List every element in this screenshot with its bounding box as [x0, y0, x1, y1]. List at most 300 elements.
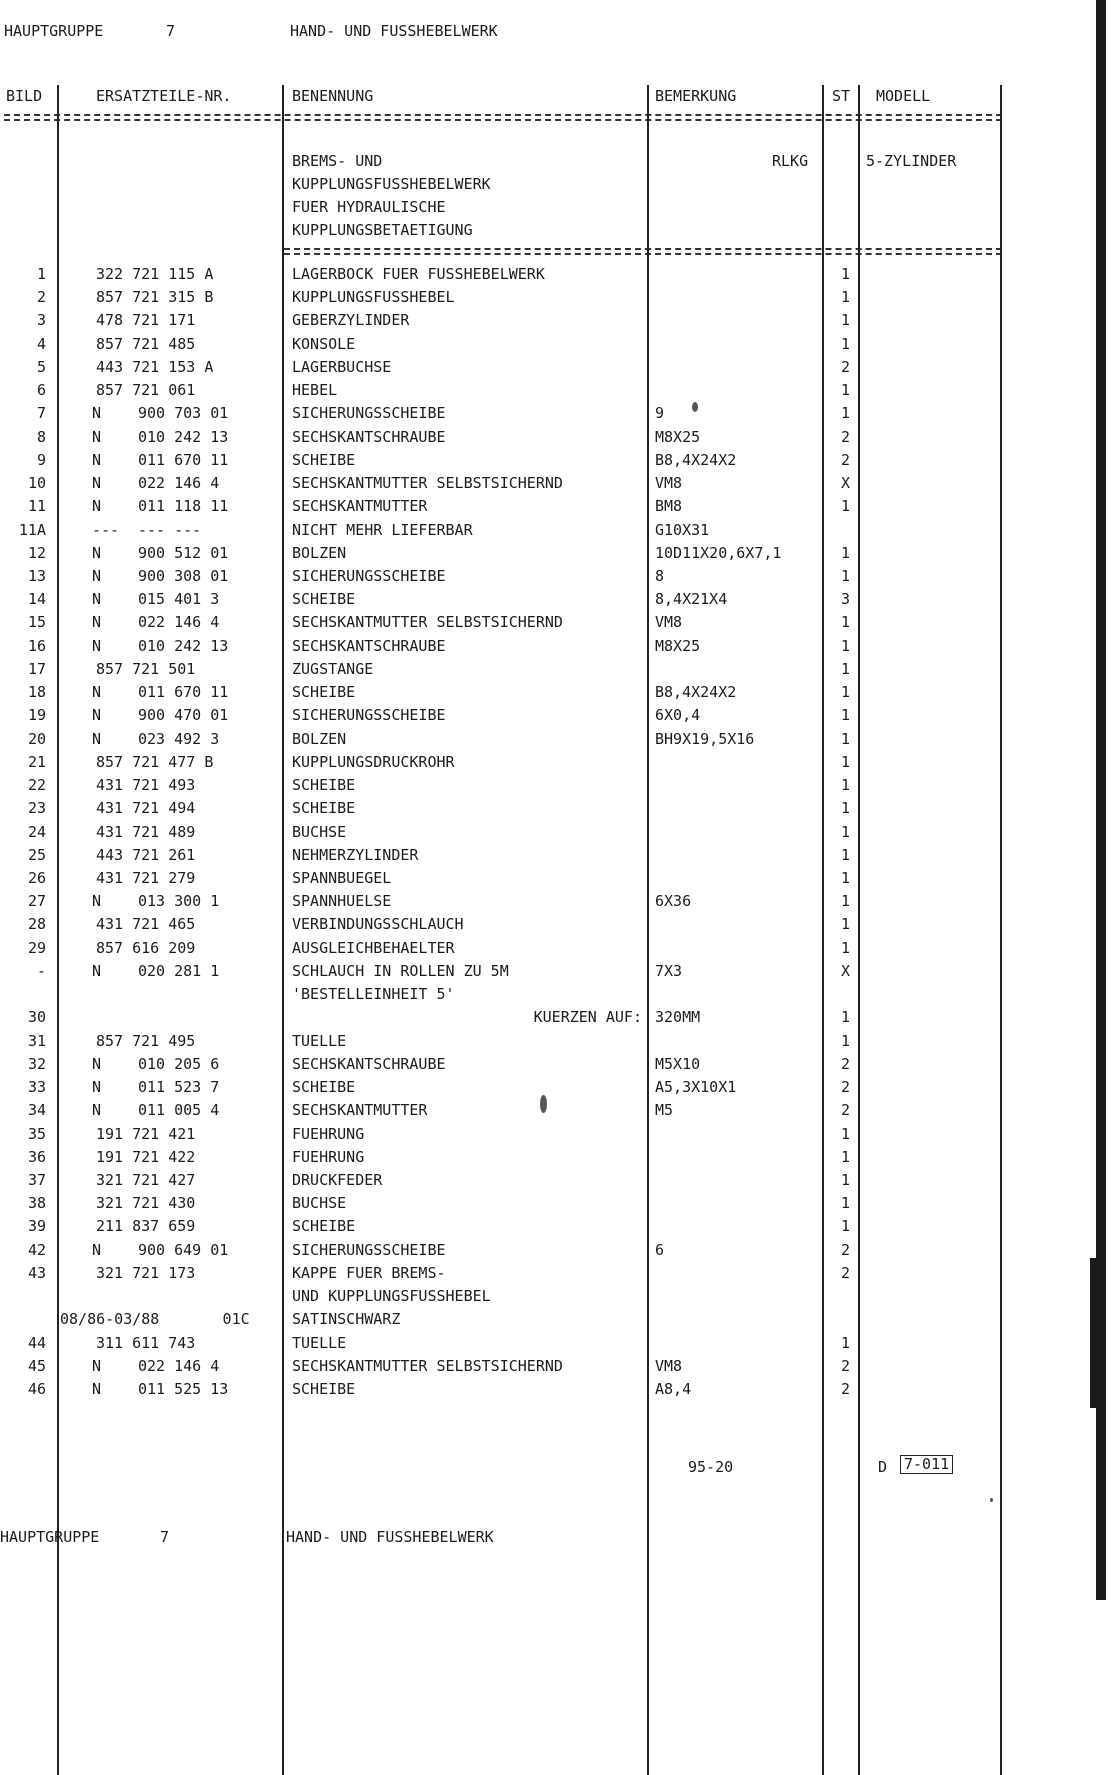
group-label: HAUPTGRUPPE [4, 22, 104, 40]
name-cell: SICHERUNGSSCHEIBE [292, 566, 446, 585]
remark-cell: B8,4X24X2 [655, 450, 737, 469]
section-title-4: KUPPLUNGSBETAETIGUNG [292, 221, 473, 239]
bild-cell: 3 [36, 311, 46, 330]
bild-cell: 21 [27, 752, 46, 771]
bild-cell: 27 [27, 892, 46, 911]
part-number-cell: 010 242 13 [138, 427, 229, 446]
table-row [0, 1169, 1090, 1192]
table-row [0, 658, 1090, 681]
n-flag-cell: N [92, 427, 102, 446]
table-row [0, 1308, 1090, 1331]
part-number-cell: 478 721 171 [96, 311, 196, 330]
quantity-cell: 1 [840, 1031, 850, 1050]
n-flag-cell: N [92, 543, 102, 562]
table-row [0, 867, 1090, 890]
part-number-cell: 857 616 209 [96, 938, 196, 957]
col-header-modell: MODELL [876, 87, 931, 105]
name-cell: SECHSKANTMUTTER [292, 1101, 428, 1120]
table-row [0, 1378, 1090, 1401]
name-cell: SICHERUNGSSCHEIBE [292, 1240, 446, 1259]
quantity-cell: 2 [840, 1356, 850, 1375]
quantity-cell: 1 [840, 868, 850, 887]
table-row [0, 449, 1090, 472]
bild-cell: 6 [36, 381, 46, 400]
remark-cell: VM8 [655, 474, 683, 493]
name-cell: SCHEIBE [292, 590, 356, 609]
part-number-cell: 431 721 279 [96, 868, 196, 887]
name-cell: HEBEL [292, 381, 338, 400]
bild-cell: 11 [27, 497, 46, 516]
bild-cell: 46 [27, 1380, 46, 1399]
quantity-cell: 2 [840, 1240, 850, 1259]
table-row [0, 1332, 1090, 1355]
n-flag-cell: N [92, 706, 102, 725]
n-flag-cell: N [92, 636, 102, 655]
name-cell: SPANNBUEGEL [292, 868, 392, 887]
name-cell: SECHSKANTSCHRAUBE [292, 1054, 446, 1073]
part-number-cell: 431 721 489 [96, 822, 196, 841]
part-number-cell: 443 721 261 [96, 845, 196, 864]
n-flag-cell: N [92, 474, 102, 493]
part-number-cell: 857 721 061 [96, 381, 196, 400]
part-number-cell: 321 721 427 [96, 1170, 196, 1189]
quantity-cell: 1 [840, 915, 850, 934]
table-row [0, 728, 1090, 751]
table-row [0, 333, 1090, 356]
part-number-cell: 011 523 7 [138, 1078, 220, 1097]
table-row [0, 890, 1090, 913]
part-number-cell: 013 300 1 [138, 892, 220, 911]
part-number-cell: 857 721 485 [96, 334, 196, 353]
part-number-cell: 857 721 477 B [96, 752, 214, 771]
part-number-cell: 431 721 465 [96, 915, 196, 934]
section-remark: RLKG [772, 152, 809, 170]
bild-cell: 20 [27, 729, 46, 748]
part-number-cell: 443 721 153 A [96, 357, 214, 376]
table-row [0, 519, 1090, 542]
remark-cell: VM8 [655, 1356, 683, 1375]
table-row [0, 286, 1090, 309]
section-title-3: FUER HYDRAULISCHE [292, 198, 446, 216]
table-row [0, 542, 1090, 565]
n-flag-cell: N [92, 497, 102, 516]
table-row [0, 356, 1090, 379]
name-cell: KUERZEN AUF: [533, 1008, 642, 1027]
table-row [0, 263, 1090, 286]
section-title-2: KUPPLUNGSFUSSHEBELWERK [292, 175, 491, 193]
quantity-cell: 2 [840, 357, 850, 376]
part-number-cell: 321 721 173 [96, 1263, 196, 1282]
quantity-cell: 1 [840, 1124, 850, 1143]
name-cell: SECHSKANTMUTTER SELBSTSICHERND [292, 613, 563, 632]
remark-cell: M5X10 [655, 1054, 701, 1073]
part-number-cell: 900 649 01 [138, 1240, 229, 1259]
bild-cell: 16 [27, 636, 46, 655]
table-row [0, 495, 1090, 518]
remark-cell: 10D11X20,6X7,1 [655, 543, 782, 562]
bottom-group-title: HAND- UND FUSSHEBELWERK [286, 1528, 494, 1546]
n-flag-cell: N [92, 1240, 102, 1259]
name-cell: 'BESTELLEINHEIT 5' [292, 985, 455, 1004]
bild-cell: 26 [27, 868, 46, 887]
table-row [0, 844, 1090, 867]
quantity-cell: 1 [840, 265, 850, 283]
bild-cell: 14 [27, 590, 46, 609]
n-flag-cell: N [92, 566, 102, 585]
remark-cell: 8,4X21X4 [655, 590, 728, 609]
part-number-cell: 191 721 421 [96, 1124, 196, 1143]
part-number-cell: 857 721 501 [96, 659, 196, 678]
n-flag-cell: N [92, 590, 102, 609]
quantity-cell: 1 [840, 776, 850, 795]
quantity-cell: 1 [840, 938, 850, 957]
table-row [0, 635, 1090, 658]
footer-letter: D [878, 1458, 888, 1476]
bild-cell: 32 [27, 1054, 46, 1073]
part-number-cell: 011 670 11 [138, 683, 229, 702]
remark-cell: 6X0,4 [655, 706, 701, 725]
table-row [0, 1262, 1090, 1285]
bild-cell: - [36, 961, 46, 980]
name-cell: SPANNHUELSE [292, 892, 392, 911]
name-cell: SCHEIBE [292, 799, 356, 818]
remark-cell: A8,4 [655, 1380, 692, 1399]
bild-cell: 39 [27, 1217, 46, 1236]
part-number-cell: 010 205 6 [138, 1054, 220, 1073]
col-header-teilnr: ERSATZTEILE-NR. [96, 87, 232, 105]
section-title-1: BREMS- UND [292, 152, 383, 170]
name-cell: NEHMERZYLINDER [292, 845, 419, 864]
name-cell: SECHSKANTMUTTER SELBSTSICHERND [292, 474, 563, 493]
col-header-bild: BILD [6, 87, 43, 105]
table-row [0, 1215, 1090, 1238]
name-cell: AUSGLEICHBEHAELTER [292, 938, 455, 957]
quantity-cell: 2 [840, 1263, 850, 1282]
col-header-st: ST [832, 87, 851, 105]
quantity-cell: 2 [840, 1078, 850, 1097]
part-number-cell: 900 308 01 [138, 566, 229, 585]
part-number-cell: 011 525 13 [138, 1380, 229, 1399]
bild-cell: 44 [27, 1333, 46, 1352]
quantity-cell: 1 [840, 1008, 850, 1027]
quantity-cell: 1 [840, 1170, 850, 1189]
part-number-cell: 900 703 01 [138, 404, 229, 423]
quantity-cell: 1 [840, 1147, 850, 1166]
quantity-cell: 1 [840, 683, 850, 702]
name-cell: BOLZEN [292, 729, 347, 748]
table-row [0, 1285, 1090, 1308]
quantity-cell: 1 [840, 381, 850, 400]
name-cell: SCHEIBE [292, 450, 356, 469]
bild-cell: 29 [27, 938, 46, 957]
scan-speck [990, 1498, 993, 1502]
table-row [0, 681, 1090, 704]
table-row [0, 983, 1090, 1006]
quantity-cell: 1 [840, 334, 850, 353]
table-row [0, 1239, 1090, 1262]
bild-cell: 11A [18, 520, 46, 539]
remark-cell: 7X3 [655, 961, 683, 980]
name-cell: BOLZEN [292, 543, 347, 562]
name-cell: SCHEIBE [292, 1078, 356, 1097]
bild-cell: 4 [36, 334, 46, 353]
bild-cell: 22 [27, 776, 46, 795]
name-cell: SICHERUNGSSCHEIBE [292, 706, 446, 725]
part-number-cell: 022 146 4 [138, 474, 220, 493]
n-flag-cell: N [92, 1078, 102, 1097]
remark-cell: 6X36 [655, 892, 692, 911]
table-row [0, 565, 1090, 588]
n-flag-cell: --- [92, 520, 120, 539]
remark-cell: 8 [655, 566, 665, 585]
part-number-cell: 857 721 315 B [96, 288, 214, 307]
part-number-cell: 191 721 422 [96, 1147, 196, 1166]
bottom-group-label: HAUPTGRUPPE [0, 1528, 100, 1546]
name-cell: SECHSKANTMUTTER SELBSTSICHERND [292, 1356, 563, 1375]
bild-cell: 43 [27, 1263, 46, 1282]
table-row [0, 1123, 1090, 1146]
quantity-cell: 2 [840, 450, 850, 469]
remark-cell: 9 [655, 404, 665, 423]
name-cell: VERBINDUNGSSCHLAUCH [292, 915, 464, 934]
name-cell: SCHEIBE [292, 776, 356, 795]
part-number-cell: 011 118 11 [138, 497, 229, 516]
part-number-cell: 857 721 495 [96, 1031, 196, 1050]
part-number-cell: 311 611 743 [96, 1333, 196, 1352]
quantity-cell: 2 [840, 1380, 850, 1399]
section-separator [284, 248, 1002, 250]
n-flag-cell: N [92, 729, 102, 748]
scan-speck [692, 402, 698, 412]
table-row [0, 402, 1090, 425]
section-separator-2 [284, 253, 1002, 255]
bild-cell: 28 [27, 915, 46, 934]
table-row [0, 309, 1090, 332]
quantity-cell: 1 [840, 799, 850, 818]
table-row [0, 704, 1090, 727]
quantity-cell: 1 [840, 566, 850, 585]
scan-speck [540, 1095, 547, 1113]
bild-cell: 38 [27, 1194, 46, 1213]
part-number-cell: 900 512 01 [138, 543, 229, 562]
quantity-cell: 1 [840, 1194, 850, 1213]
bild-cell: 2 [36, 288, 46, 307]
table-row [0, 1355, 1090, 1378]
n-flag-cell: N [92, 1356, 102, 1375]
col-header-benennung: BENENNUNG [292, 87, 374, 105]
bild-cell: 5 [36, 357, 46, 376]
bild-cell: 30 [27, 1008, 46, 1027]
bild-cell: 13 [27, 566, 46, 585]
name-cell: LAGERBUCHSE [292, 357, 392, 376]
part-number-cell: 022 146 4 [138, 1356, 220, 1375]
name-cell: SCHEIBE [292, 683, 356, 702]
name-cell: BUCHSE [292, 822, 347, 841]
part-number-cell: 900 470 01 [138, 706, 229, 725]
bild-cell: 35 [27, 1124, 46, 1143]
n-flag-cell: N [92, 1054, 102, 1073]
bild-cell: 24 [27, 822, 46, 841]
part-number-cell: 011 670 11 [138, 450, 229, 469]
name-cell: DRUCKFEDER [292, 1170, 383, 1189]
table-row [0, 611, 1090, 634]
bild-cell: 7 [36, 404, 46, 423]
remark-cell: 6 [655, 1240, 665, 1259]
name-cell: SECHSKANTMUTTER [292, 497, 428, 516]
quantity-cell: 1 [840, 636, 850, 655]
name-cell: BUCHSE [292, 1194, 347, 1213]
part-number-cell: --- --- [138, 520, 202, 539]
n-flag-cell: N [92, 1101, 102, 1120]
bild-cell: 23 [27, 799, 46, 818]
name-cell: KAPPE FUER BREMS- [292, 1263, 446, 1282]
part-number-cell: 322 721 115 A [96, 265, 214, 283]
part-number-cell: 022 146 4 [138, 613, 220, 632]
n-flag-cell: N [92, 450, 102, 469]
bild-cell: 34 [27, 1101, 46, 1120]
bild-cell: 12 [27, 543, 46, 562]
group-title: HAND- UND FUSSHEBELWERK [290, 22, 498, 40]
name-cell: SECHSKANTSCHRAUBE [292, 636, 446, 655]
remark-cell: G10X31 [655, 520, 710, 539]
quantity-cell: 1 [840, 892, 850, 911]
part-number-cell: 015 401 3 [138, 590, 220, 609]
quantity-cell: 2 [840, 427, 850, 446]
table-row [0, 913, 1090, 936]
section-model: 5-ZYLINDER [866, 152, 957, 170]
remark-cell: M8X25 [655, 636, 701, 655]
table-row [0, 937, 1090, 960]
remark-cell: B8,4X24X2 [655, 683, 737, 702]
table-row [0, 472, 1090, 495]
name-cell: TUELLE [292, 1333, 347, 1352]
bild-cell: 25 [27, 845, 46, 864]
n-flag-cell: N [92, 613, 102, 632]
table-row [0, 379, 1090, 402]
bild-cell: 1 [36, 265, 46, 283]
quantity-cell: 1 [840, 404, 850, 423]
table-row [0, 774, 1090, 797]
group-number: 7 [166, 22, 176, 40]
col-header-bemerkung: BEMERKUNG [655, 87, 737, 105]
table-row [0, 797, 1090, 820]
name-cell: KONSOLE [292, 334, 356, 353]
bild-cell: 8 [36, 427, 46, 446]
quantity-cell: 1 [840, 752, 850, 771]
table-row [0, 821, 1090, 844]
table-row [0, 1192, 1090, 1215]
remark-cell: 320MM [655, 1008, 701, 1027]
quantity-cell: 1 [840, 1217, 850, 1236]
name-cell: KUPPLUNGSDRUCKROHR [292, 752, 455, 771]
quantity-cell: 1 [840, 543, 850, 562]
quantity-cell: 1 [840, 706, 850, 725]
quantity-cell: 1 [840, 288, 850, 307]
header-separator-2 [4, 119, 1002, 121]
bild-cell: 37 [27, 1170, 46, 1189]
scan-edge-mark [1090, 1258, 1098, 1408]
bild-cell: 19 [27, 706, 46, 725]
quantity-cell: 1 [840, 1333, 850, 1352]
name-cell: SATINSCHWARZ [292, 1310, 401, 1329]
footer-page-code: 7-011 [900, 1455, 953, 1474]
footer-date-code: 95-20 [688, 1458, 734, 1476]
quantity-cell: 2 [840, 1054, 850, 1073]
header-separator [4, 114, 1002, 116]
n-flag-cell: N [92, 892, 102, 911]
quantity-cell: 3 [840, 590, 850, 609]
part-number-cell: 431 721 493 [96, 776, 196, 795]
bild-cell: 33 [27, 1078, 46, 1097]
bild-cell: 10 [27, 474, 46, 493]
quantity-cell: 1 [840, 497, 850, 516]
quantity-cell: 1 [840, 822, 850, 841]
n-flag-cell: N [92, 1380, 102, 1399]
name-cell: ZUGSTANGE [292, 659, 374, 678]
bild-cell: 42 [27, 1240, 46, 1259]
name-cell: UND KUPPLUNGSFUSSHEBEL [292, 1287, 491, 1306]
table-row [0, 1030, 1090, 1053]
bild-cell: 36 [27, 1147, 46, 1166]
remark-cell: A5,3X10X1 [655, 1078, 737, 1097]
name-cell: SECHSKANTSCHRAUBE [292, 427, 446, 446]
part-number-cell: 020 281 1 [138, 961, 220, 980]
bild-cell: 45 [27, 1356, 46, 1375]
part-number-cell: 211 837 659 [96, 1217, 196, 1236]
part-number-cell: 010 242 13 [138, 636, 229, 655]
bild-cell: 17 [27, 659, 46, 678]
name-cell: SCHLAUCH IN ROLLEN ZU 5M [292, 961, 509, 980]
part-number-cell: 431 721 494 [96, 799, 196, 818]
n-flag-cell: N [92, 404, 102, 423]
name-cell: KUPPLUNGSFUSSHEBEL [292, 288, 455, 307]
name-cell: FUEHRUNG [292, 1124, 365, 1143]
name-cell: TUELLE [292, 1031, 347, 1050]
name-cell: SCHEIBE [292, 1217, 356, 1236]
table-row [0, 426, 1090, 449]
quantity-cell: X [840, 961, 850, 980]
remark-cell: BM8 [655, 497, 683, 516]
table-row [0, 1146, 1090, 1169]
bild-cell: 18 [27, 683, 46, 702]
name-cell: NICHT MEHR LIEFERBAR [292, 520, 473, 539]
n-flag-cell: N [92, 683, 102, 702]
quantity-cell: X [840, 474, 850, 493]
bild-cell: 31 [27, 1031, 46, 1050]
remark-cell: M8X25 [655, 427, 701, 446]
remark-cell: M5 [655, 1101, 674, 1120]
bottom-group-number: 7 [160, 1528, 170, 1546]
part-number-cell: 011 005 4 [138, 1101, 220, 1120]
bild-cell: 15 [27, 613, 46, 632]
table-row [0, 1053, 1090, 1076]
table-row [0, 588, 1090, 611]
name-cell: SCHEIBE [292, 1380, 356, 1399]
quantity-cell: 1 [840, 845, 850, 864]
quantity-cell: 1 [840, 613, 850, 632]
quantity-cell: 1 [840, 659, 850, 678]
table-row [0, 960, 1090, 983]
remark-cell: VM8 [655, 613, 683, 632]
name-cell: GEBERZYLINDER [292, 311, 410, 330]
quantity-cell: 2 [840, 1101, 850, 1120]
quantity-cell: 1 [840, 729, 850, 748]
name-cell: SICHERUNGSSCHEIBE [292, 404, 446, 423]
part-number-cell: 023 492 3 [138, 729, 220, 748]
name-cell: FUEHRUNG [292, 1147, 365, 1166]
quantity-cell: 1 [840, 311, 850, 330]
table-row [0, 751, 1090, 774]
